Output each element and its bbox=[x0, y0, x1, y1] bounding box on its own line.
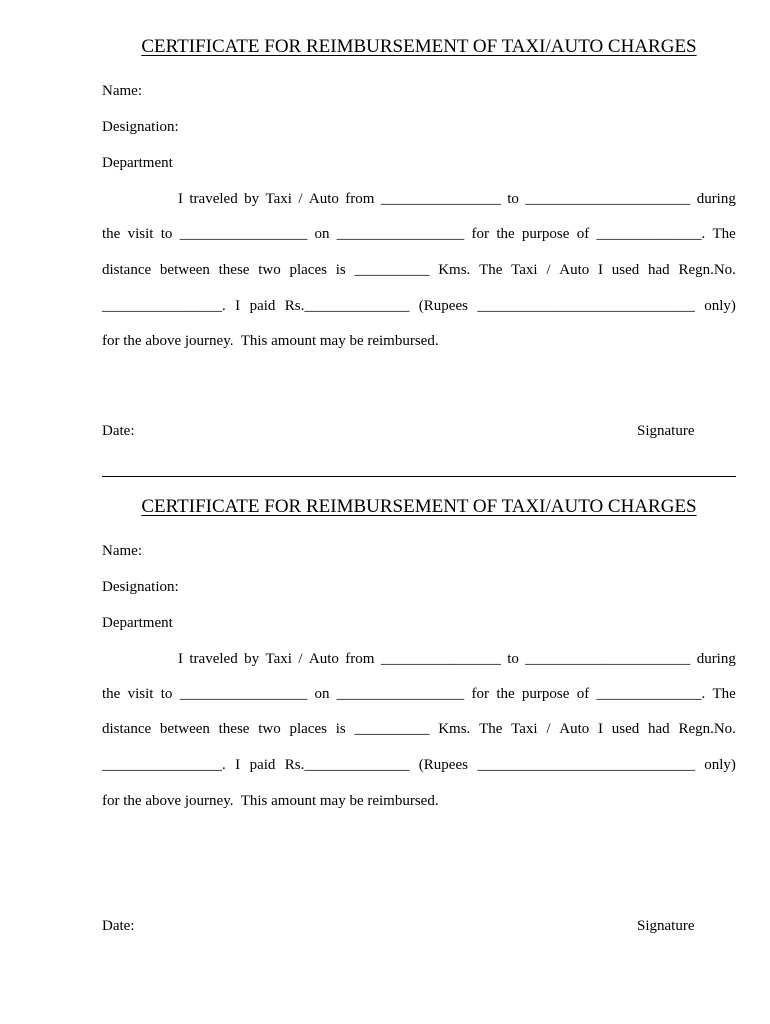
body-word: during bbox=[696, 651, 736, 667]
divider-line bbox=[102, 476, 736, 477]
body-word: Taxi bbox=[511, 262, 538, 278]
body-line-4 bbox=[102, 757, 736, 774]
department-label: Department bbox=[102, 155, 173, 171]
body-word: Kms. bbox=[438, 721, 471, 737]
body-word: these bbox=[218, 721, 250, 737]
body-word: Auto bbox=[559, 721, 590, 737]
body-word: I bbox=[235, 298, 241, 314]
body-word: distance bbox=[102, 721, 152, 737]
body-word: Kms. bbox=[438, 262, 471, 278]
body-word: _________________ bbox=[179, 686, 308, 702]
body-word: from bbox=[345, 651, 375, 667]
certificate-title: CERTIFICATE FOR REIMBURSEMENT OF TAXI/AUTO CHARGES bbox=[141, 36, 697, 57]
body-word: Taxi bbox=[265, 191, 292, 207]
body-word: traveled bbox=[189, 651, 238, 667]
body-word: two bbox=[258, 721, 281, 737]
body-word: of bbox=[576, 226, 590, 242]
body-word: Regn.No. bbox=[678, 262, 736, 278]
body-line-3 bbox=[102, 721, 736, 738]
body-word: only) bbox=[704, 298, 736, 314]
body-word: these bbox=[218, 262, 250, 278]
body-word: on bbox=[314, 686, 330, 702]
body-word: visit bbox=[127, 686, 154, 702]
body-word: ________________ bbox=[380, 191, 501, 207]
body-word: to bbox=[160, 686, 173, 702]
body-word: _________________ bbox=[336, 686, 465, 702]
body-word: by bbox=[244, 651, 260, 667]
body-line-5: for the above journey. This amount may be reimbursed. bbox=[102, 793, 439, 809]
body-word: ________________ bbox=[380, 651, 501, 667]
body-word: I bbox=[598, 262, 604, 278]
body-word: for bbox=[471, 686, 490, 702]
body-word: I bbox=[178, 651, 183, 667]
body-word: paid bbox=[249, 757, 276, 773]
body-word: distance bbox=[102, 262, 152, 278]
body-word: by bbox=[244, 191, 260, 207]
body-line-4 bbox=[102, 298, 736, 315]
body-line-3 bbox=[102, 262, 736, 279]
body-word: had bbox=[648, 721, 670, 737]
body-word: during bbox=[696, 191, 736, 207]
body-line-2 bbox=[102, 226, 736, 243]
body-word: Taxi bbox=[265, 651, 292, 667]
body-word: The bbox=[712, 226, 736, 242]
name-label: Name: bbox=[102, 83, 142, 99]
body-word: ________________. bbox=[102, 757, 226, 773]
body-word: had bbox=[648, 262, 670, 278]
designation-label: Designation: bbox=[102, 119, 179, 135]
name-label: Name: bbox=[102, 543, 142, 559]
body-word: two bbox=[258, 262, 281, 278]
body-word: / bbox=[546, 262, 551, 278]
body-word: __________ bbox=[354, 262, 430, 278]
body-line-5: for the above journey. This amount may be reimbursed. bbox=[102, 333, 439, 349]
body-word: only) bbox=[704, 757, 736, 773]
body-word: The bbox=[479, 721, 503, 737]
body-word: __________ bbox=[354, 721, 430, 737]
body-word: Auto bbox=[308, 651, 339, 667]
body-word: for bbox=[471, 226, 490, 242]
body-word: used bbox=[611, 721, 640, 737]
body-word: The bbox=[712, 686, 736, 702]
body-word: the bbox=[496, 226, 515, 242]
body-word: traveled bbox=[189, 191, 238, 207]
body-word: from bbox=[345, 191, 375, 207]
body-word: (Rupees bbox=[418, 757, 468, 773]
body-word: ________________. bbox=[102, 298, 226, 314]
signature-label: Signature bbox=[637, 918, 695, 934]
body-word: places bbox=[289, 721, 327, 737]
body-word: the bbox=[102, 226, 121, 242]
body-word: (Rupees bbox=[418, 298, 468, 314]
body-word: ______________________ bbox=[525, 651, 691, 667]
body-word: I bbox=[178, 191, 183, 207]
body-word: / bbox=[298, 651, 303, 667]
body-word: I bbox=[598, 721, 604, 737]
body-word: / bbox=[298, 191, 303, 207]
body-word: Taxi bbox=[511, 721, 538, 737]
body-word: ______________. bbox=[596, 686, 706, 702]
body-word: between bbox=[159, 721, 210, 737]
body-word: Rs.______________ bbox=[284, 298, 410, 314]
department-label: Department bbox=[102, 615, 173, 631]
body-word: Regn.No. bbox=[678, 721, 736, 737]
body-word: / bbox=[546, 721, 551, 737]
body-word: is bbox=[335, 721, 346, 737]
body-word: I bbox=[235, 757, 241, 773]
designation-label: Designation: bbox=[102, 579, 179, 595]
body-word: to bbox=[507, 651, 519, 667]
body-word: the bbox=[102, 686, 121, 702]
body-word: used bbox=[611, 262, 640, 278]
body-word: ______________________ bbox=[525, 191, 691, 207]
body-word: Rs.______________ bbox=[284, 757, 410, 773]
body-word: _________________ bbox=[336, 226, 465, 242]
body-word: paid bbox=[249, 298, 276, 314]
body-word: places bbox=[289, 262, 327, 278]
body-word: _____________________________ bbox=[477, 298, 695, 314]
body-word: ______________. bbox=[596, 226, 706, 242]
body-word: _____________________________ bbox=[477, 757, 695, 773]
body-word: _________________ bbox=[179, 226, 308, 242]
body-word: purpose bbox=[521, 686, 570, 702]
body-word: is bbox=[335, 262, 346, 278]
body-word: visit bbox=[127, 226, 154, 242]
body-word: on bbox=[314, 226, 330, 242]
body-line-1 bbox=[178, 191, 736, 208]
date-label: Date: bbox=[102, 918, 135, 934]
certificate-title: CERTIFICATE FOR REIMBURSEMENT OF TAXI/AUTO CHARGES bbox=[141, 496, 697, 517]
body-word: purpose bbox=[521, 226, 570, 242]
body-word: of bbox=[576, 686, 590, 702]
date-label: Date: bbox=[102, 423, 135, 439]
body-word: Auto bbox=[559, 262, 590, 278]
body-line-1 bbox=[178, 651, 736, 668]
body-word: Auto bbox=[308, 191, 339, 207]
body-word: The bbox=[479, 262, 503, 278]
body-line-2 bbox=[102, 686, 736, 703]
body-word: to bbox=[507, 191, 519, 207]
body-word: the bbox=[496, 686, 515, 702]
body-word: to bbox=[160, 226, 173, 242]
body-word: between bbox=[159, 262, 210, 278]
signature-label: Signature bbox=[637, 423, 695, 439]
